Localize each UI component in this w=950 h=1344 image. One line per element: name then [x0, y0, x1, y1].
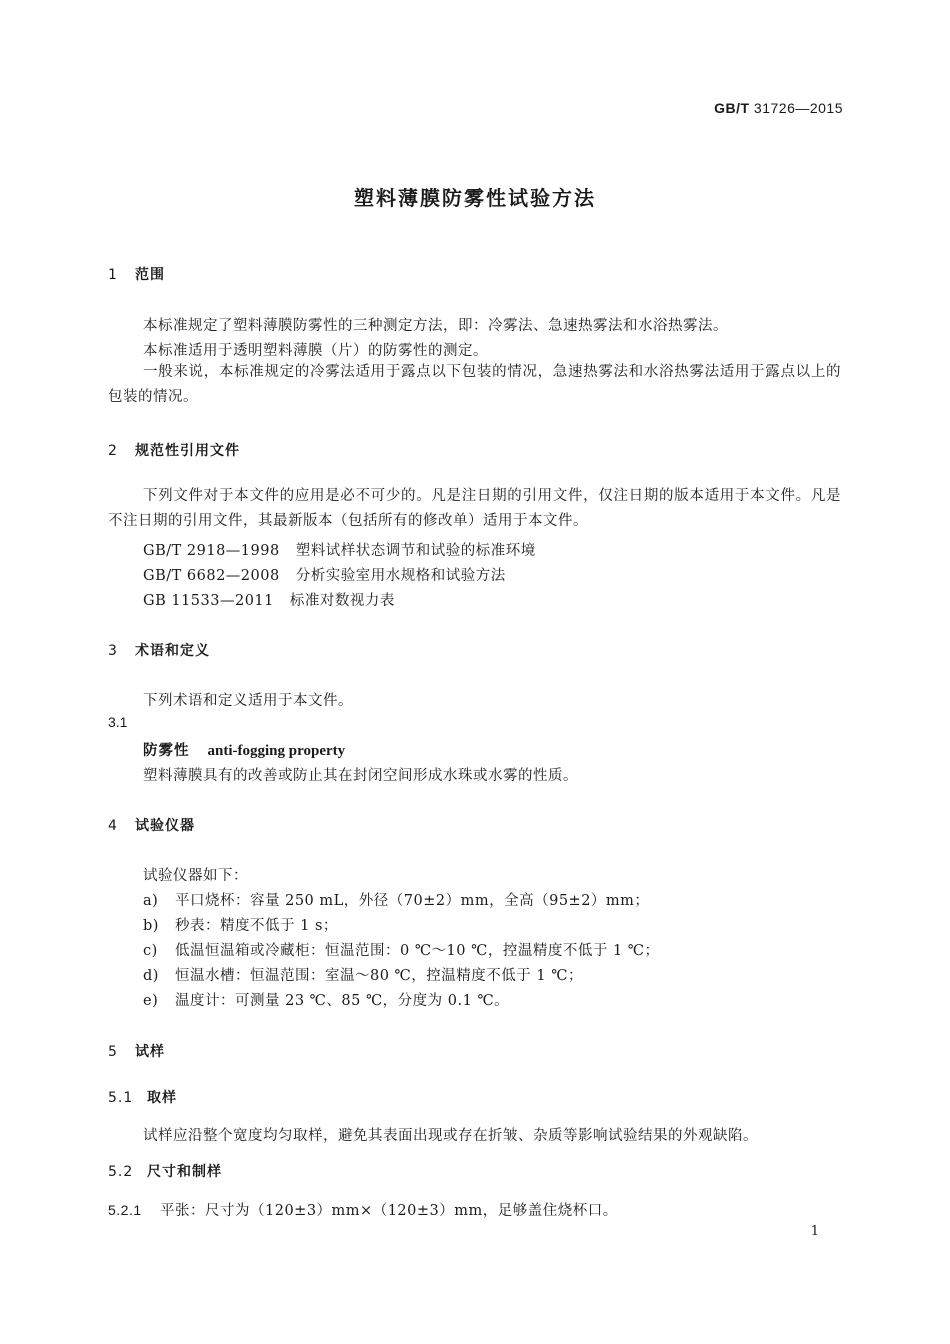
section-number: 2 — [108, 443, 118, 459]
list-marker: d) — [143, 968, 159, 984]
section-number: 1 — [108, 267, 118, 283]
term-chinese: 防雾性 — [143, 743, 190, 759]
list-marker: e) — [143, 993, 159, 1009]
reference-name: 分析实验室用水规格和试验方法 — [295, 568, 506, 584]
reference-code: GB 11533—2011 — [143, 593, 274, 609]
reference-item — [143, 539, 536, 560]
paragraph: 试验仪器如下： — [143, 868, 248, 884]
paragraph: 下列文件对于本文件的应用是必不可少的。凡是注日期的引用文件，仅注日期的版本适用于本文件。凡是不注日期的引用文件，其最新版本（包括所有的修改单）适用于本文件。 — [108, 488, 841, 529]
clause-5-2-1 — [108, 1199, 618, 1220]
list-text: 低温恒温箱或冷藏柜：恒温范围：0 ℃～10 ℃，控温精度不低于 1 ℃； — [175, 943, 660, 959]
subsection-number: 5.2 — [108, 1164, 134, 1180]
section-4-heading — [108, 815, 195, 835]
section-title: 试样 — [135, 1044, 165, 1060]
reference-item — [143, 564, 506, 585]
reference-item — [143, 589, 395, 610]
section-number: 5 — [108, 1044, 118, 1060]
term-english: anti-fogging property — [207, 743, 346, 759]
section-number: 3 — [108, 643, 118, 659]
list-item — [143, 914, 338, 935]
section-title: 试验仪器 — [135, 818, 195, 834]
list-item — [143, 939, 660, 960]
list-text: 恒温水槽：恒温范围：室温～80 ℃，控温精度不低于 1 ℃； — [175, 968, 583, 984]
reference-name: 塑料试样状态调节和试验的标准环境 — [295, 543, 536, 559]
clause-number: 5.2.1 — [108, 1202, 142, 1218]
list-marker: c) — [143, 943, 158, 959]
subsection-title: 取样 — [147, 1090, 177, 1106]
paragraph: 试样应沿整个宽度均匀取样，避免其表面出现或存在折皱、杂质等影响试验结果的外观缺陷。 — [143, 1128, 758, 1144]
reference-code: GB/T 2918—1998 — [143, 543, 280, 559]
paragraph: 一般来说，本标准规定的冷雾法适用于露点以下包装的情况，急速热雾法和水浴热雾法适用于露点以上的包装的情况。 — [108, 364, 841, 405]
subsection-5-2-heading — [108, 1161, 222, 1181]
section-2-heading — [108, 440, 240, 460]
term-number: 3.1 — [108, 714, 128, 730]
section-title: 术语和定义 — [135, 643, 210, 659]
list-marker: a) — [143, 893, 159, 909]
page-number: 1 — [810, 1224, 819, 1239]
paragraph: 本标准规定了塑料薄膜防雾性的三种测定方法，即：冷雾法、急速热雾法和水浴热雾法。 — [143, 318, 728, 334]
list-text: 秒表：精度不低于 1 s； — [175, 918, 338, 934]
term-entry — [143, 739, 345, 760]
reference-name: 标准对数视力表 — [289, 593, 395, 609]
section-3-heading — [108, 640, 210, 660]
clause-text: 平张：尺寸为（120±3）mm×（120±3）mm，足够盖住烧杯口。 — [160, 1203, 618, 1219]
section-5-heading — [108, 1041, 165, 1061]
term-definition: 塑料薄膜具有的改善或防止其在封闭空间形成水珠或水雾的性质。 — [143, 768, 578, 784]
list-item — [143, 989, 509, 1010]
subsection-5-1-heading — [108, 1087, 177, 1107]
standard-prefix: GB/T — [714, 100, 750, 116]
section-1-heading — [108, 264, 165, 284]
list-marker: b) — [143, 918, 159, 934]
list-item — [143, 889, 649, 910]
subsection-title: 尺寸和制样 — [147, 1164, 222, 1180]
reference-code: GB/T 6682—2008 — [143, 568, 280, 584]
standard-number — [714, 100, 843, 116]
section-title: 规范性引用文件 — [135, 443, 240, 459]
section-title: 范围 — [135, 267, 165, 283]
paragraph: 本标准适用于透明塑料薄膜（片）的防雾性的测定。 — [143, 343, 488, 359]
standard-code: 31726—2015 — [753, 100, 843, 116]
paragraph: 下列术语和定义适用于本文件。 — [143, 693, 353, 709]
list-text: 平口烧杯：容量 250 mL，外径（70±2）mm，全高（95±2）mm； — [175, 893, 650, 909]
list-item — [143, 964, 583, 985]
list-text: 温度计：可测量 23 ℃、85 ℃，分度为 0.1 ℃。 — [175, 993, 510, 1009]
section-number: 4 — [108, 818, 118, 834]
subsection-number: 5.1 — [108, 1090, 134, 1106]
page-title: 塑料薄膜防雾性试验方法 — [354, 186, 596, 210]
